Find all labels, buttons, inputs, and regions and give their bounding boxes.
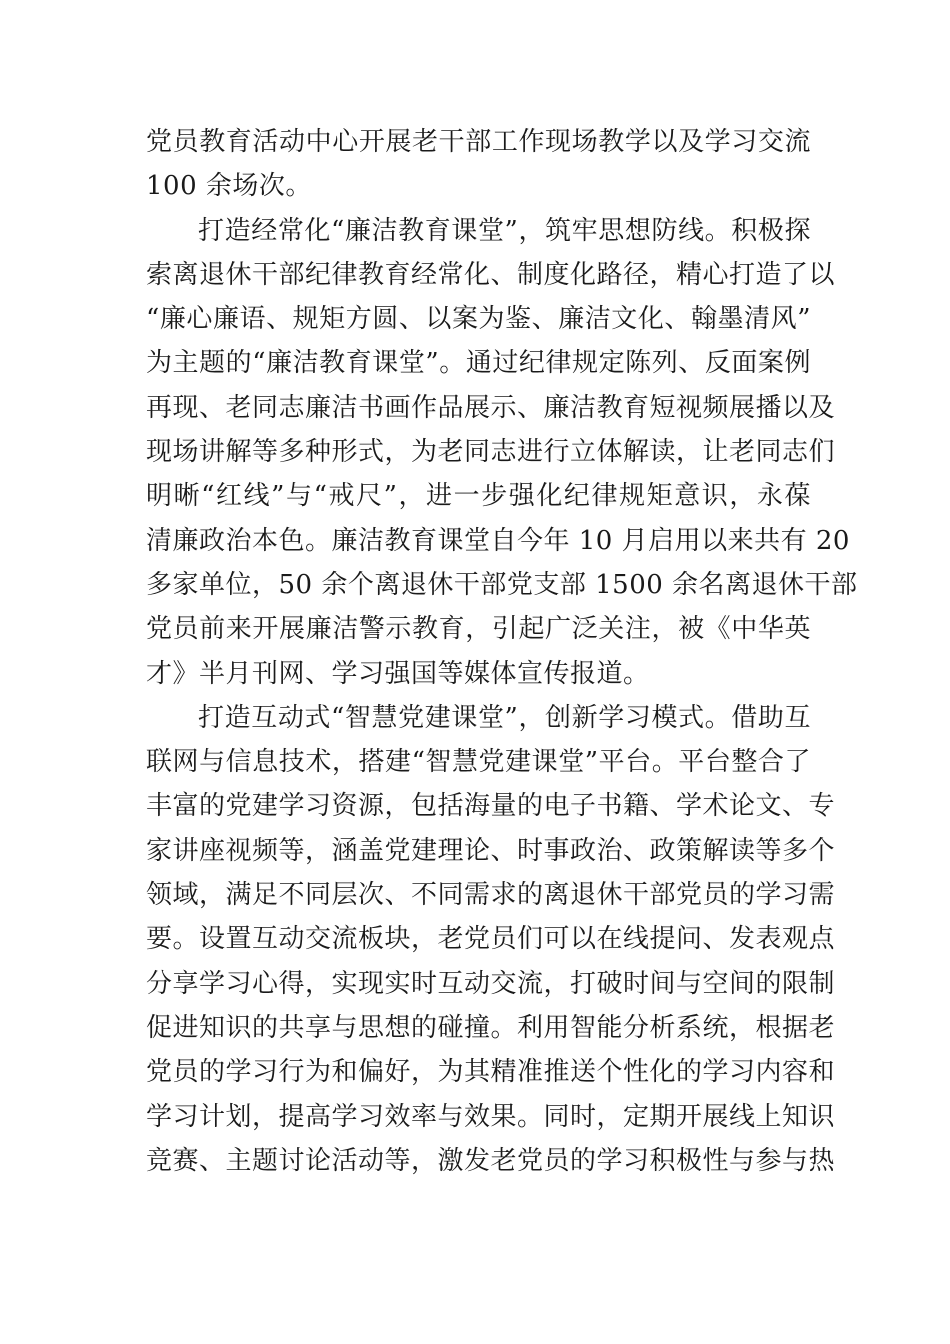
text-line: 联网与信息技术，搭建“智慧党建课堂”平台。平台整合了	[146, 747, 811, 778]
body-text	[146, 120, 858, 1183]
text-line: 现场讲解等多种形式，为老同志进行立体解读，让老同志们	[146, 437, 836, 468]
text-line: 明晰“红线”与“戒尺”，进一步强化纪律规矩意识，永葆	[146, 481, 811, 512]
text-line: 再现、老同志廉洁书画作品展示、廉洁教育短视频展播以及	[146, 392, 836, 423]
text-line: 领域，满足不同层次、不同需求的离退休干部党员的学习需	[146, 880, 836, 911]
text-line: 才》半月刊网、学习强国等媒体宣传报道。	[146, 658, 650, 689]
text-line: 打造经常化“廉洁教育课堂”，筑牢思想防线。积极探	[198, 215, 811, 246]
text-line: 100 余场次。	[146, 171, 312, 202]
text-line: 家讲座视频等，涵盖党建理论、时事政治、政策解读等多个	[146, 835, 836, 866]
text-line: 清廉政治本色。廉洁教育课堂自今年 10 月启用以来共有 20	[146, 525, 850, 556]
text-line: 竞赛、主题讨论活动等，激发老党员的学习积极性与参与热	[146, 1145, 836, 1176]
text-line: 多家单位，50 余个离退休干部党支部 1500 余名离退休干部	[146, 569, 858, 600]
text-line: 促进知识的共享与思想的碰撞。利用智能分析系统，根据老	[146, 1012, 836, 1043]
text-line: 分享学习心得，实现实时互动交流，打破时间与空间的限制	[146, 968, 836, 999]
text-line: 党员的学习行为和偏好，为其精准推送个性化的学习内容和	[146, 1057, 836, 1088]
text-line: 党员前来开展廉洁警示教育，引起广泛关注，被《中华英	[146, 614, 811, 645]
text-line: 丰富的党建学习资源，包括海量的电子书籍、学术论文、专	[146, 791, 836, 822]
text-line: 索离退休干部纪律教育经常化、制度化路径，精心打造了以	[146, 259, 836, 290]
text-line: 为主题的“廉洁教育课堂”。通过纪律规定陈列、反面案例	[146, 348, 811, 379]
text-line: 学习计划，提高学习效率与效果。同时，定期开展线上知识	[146, 1101, 836, 1132]
text-line: 党员教育活动中心开展老干部工作现场教学以及学习交流	[146, 127, 811, 157]
text-line: “廉心廉语、规矩方圆、以案为鉴、廉洁文化、翰墨清风”	[146, 304, 811, 335]
text-line: 要。设置互动交流板块，老党员们可以在线提问、发表观点	[146, 924, 836, 955]
text-line: 打造互动式“智慧党建课堂”，创新学习模式。借助互	[198, 702, 811, 733]
